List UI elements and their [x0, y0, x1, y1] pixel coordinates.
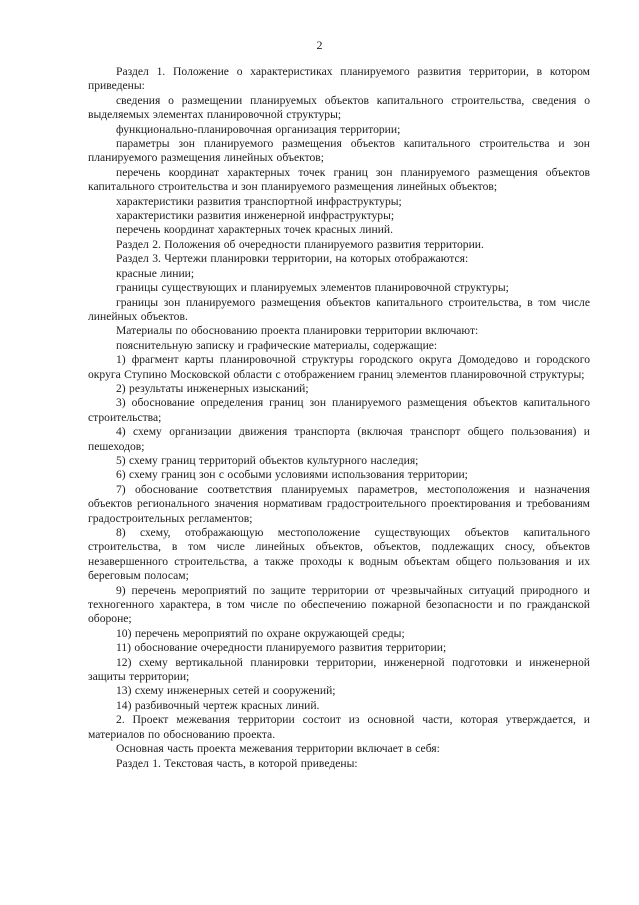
paragraph: Материалы по обоснованию проекта планировки территории включают: — [116, 324, 479, 338]
paragraph: Раздел 3. Чертежи планировки территории, на которых отображаются: — [116, 252, 469, 266]
paragraph: характеристики развития транспортной инфраструктуры; — [116, 194, 402, 208]
paragraph: Раздел 2. Положения об очередности планируемого развития территории. — [116, 237, 484, 251]
paragraph: Раздел 1. Положение о характеристиках планируемого развития территории, в котором приведены: — [88, 65, 590, 93]
list-item: 1) фрагмент карты планировочной структуры городского округа Домодедово и городского округа Ступино Московской области с отображением границ элементов планировочной структуры; — [88, 353, 590, 381]
paragraph: пояснительную записку и графические материалы, содержащие: — [116, 338, 438, 352]
list-item: 6) схему границ зон с особыми условиями использования территории; — [116, 468, 468, 482]
paragraph: перечень координат характерных точек границ зон планируемого размещения объектов капитального строительства и зон планируемого размещения линейных объектов; — [88, 165, 590, 194]
list-item: 9) перечень мероприятий по защите территории от чрезвычайных ситуаций природного и техногенного характера, в том числе по обеспечению пожарной безопасности и по гражданской обороне; — [88, 583, 590, 626]
paragraph: сведения о размещении планируемых объектов капитального строительства, сведения о выделяемых элементах планировочной структуры; — [88, 93, 590, 122]
paragraph: параметры зон планируемого размещения объектов капитального строительства и зон планируемого размещения линейных объектов; — [88, 137, 590, 165]
list-item: 12) схему вертикальной планировки территории, инженерной подготовки и инженерной защиты территории; — [88, 655, 590, 684]
page-number: 2 — [316, 38, 323, 52]
list-item: 10) перечень мероприятий по охране окружающей среды; — [116, 626, 405, 640]
paragraph: границы зон планируемого размещения объектов капитального строительства, в том числе линейных объектов. — [88, 295, 590, 323]
paragraph: перечень координат характерных точек красных линий. — [116, 223, 394, 237]
list-item: 11) обоснование очередности планируемого развития территории; — [116, 641, 447, 655]
paragraph: красные линии; — [116, 266, 195, 280]
paragraph: Основная часть проекта межевания территории включает в себя: — [116, 742, 440, 756]
list-item: 5) схему границ территорий объектов культурного наследия; — [116, 453, 419, 467]
paragraph: 2. Проект межевания территории состоит из основной части, которая утверждается, и материалов по обоснованию проекта. — [88, 713, 590, 741]
list-item: 2) результаты инженерных изысканий; — [116, 381, 309, 395]
list-item: 8) схему, отображающую местоположение существующих объектов капитального строительства, в том числе линейных объектов, объектов, подлежащих сносу, объектов незавершенного строительства, а также проходы к водным объектам общего пользования и их береговым полосам; — [88, 526, 590, 583]
list-item: 13) схему инженерных сетей и сооружений; — [116, 684, 336, 698]
document-body — [88, 65, 590, 771]
list-item: 4) схему организации движения транспорта (включая транспорт общего пользования) и пешеходов; — [88, 425, 590, 453]
list-item: 3) обоснование определения границ зон планируемого размещения объектов капитального строительства; — [88, 396, 590, 424]
list-item: 14) разбивочный чертеж красных линий. — [116, 698, 320, 712]
list-item: 7) обоснование соответствия планируемых параметров, местоположения и назначения объектов регионального значения нормативам градостроительного проектирования и требованиям градостроительных регламентов; — [88, 482, 590, 525]
paragraph: функционально-планировочная организация территории; — [116, 122, 401, 136]
paragraph: границы существующих и планируемых элементов планировочной структуры; — [116, 281, 509, 295]
paragraph: характеристики развития инженерной инфраструктуры; — [116, 209, 395, 223]
paragraph: Раздел 1. Текстовая часть, в которой приведены: — [116, 756, 358, 770]
